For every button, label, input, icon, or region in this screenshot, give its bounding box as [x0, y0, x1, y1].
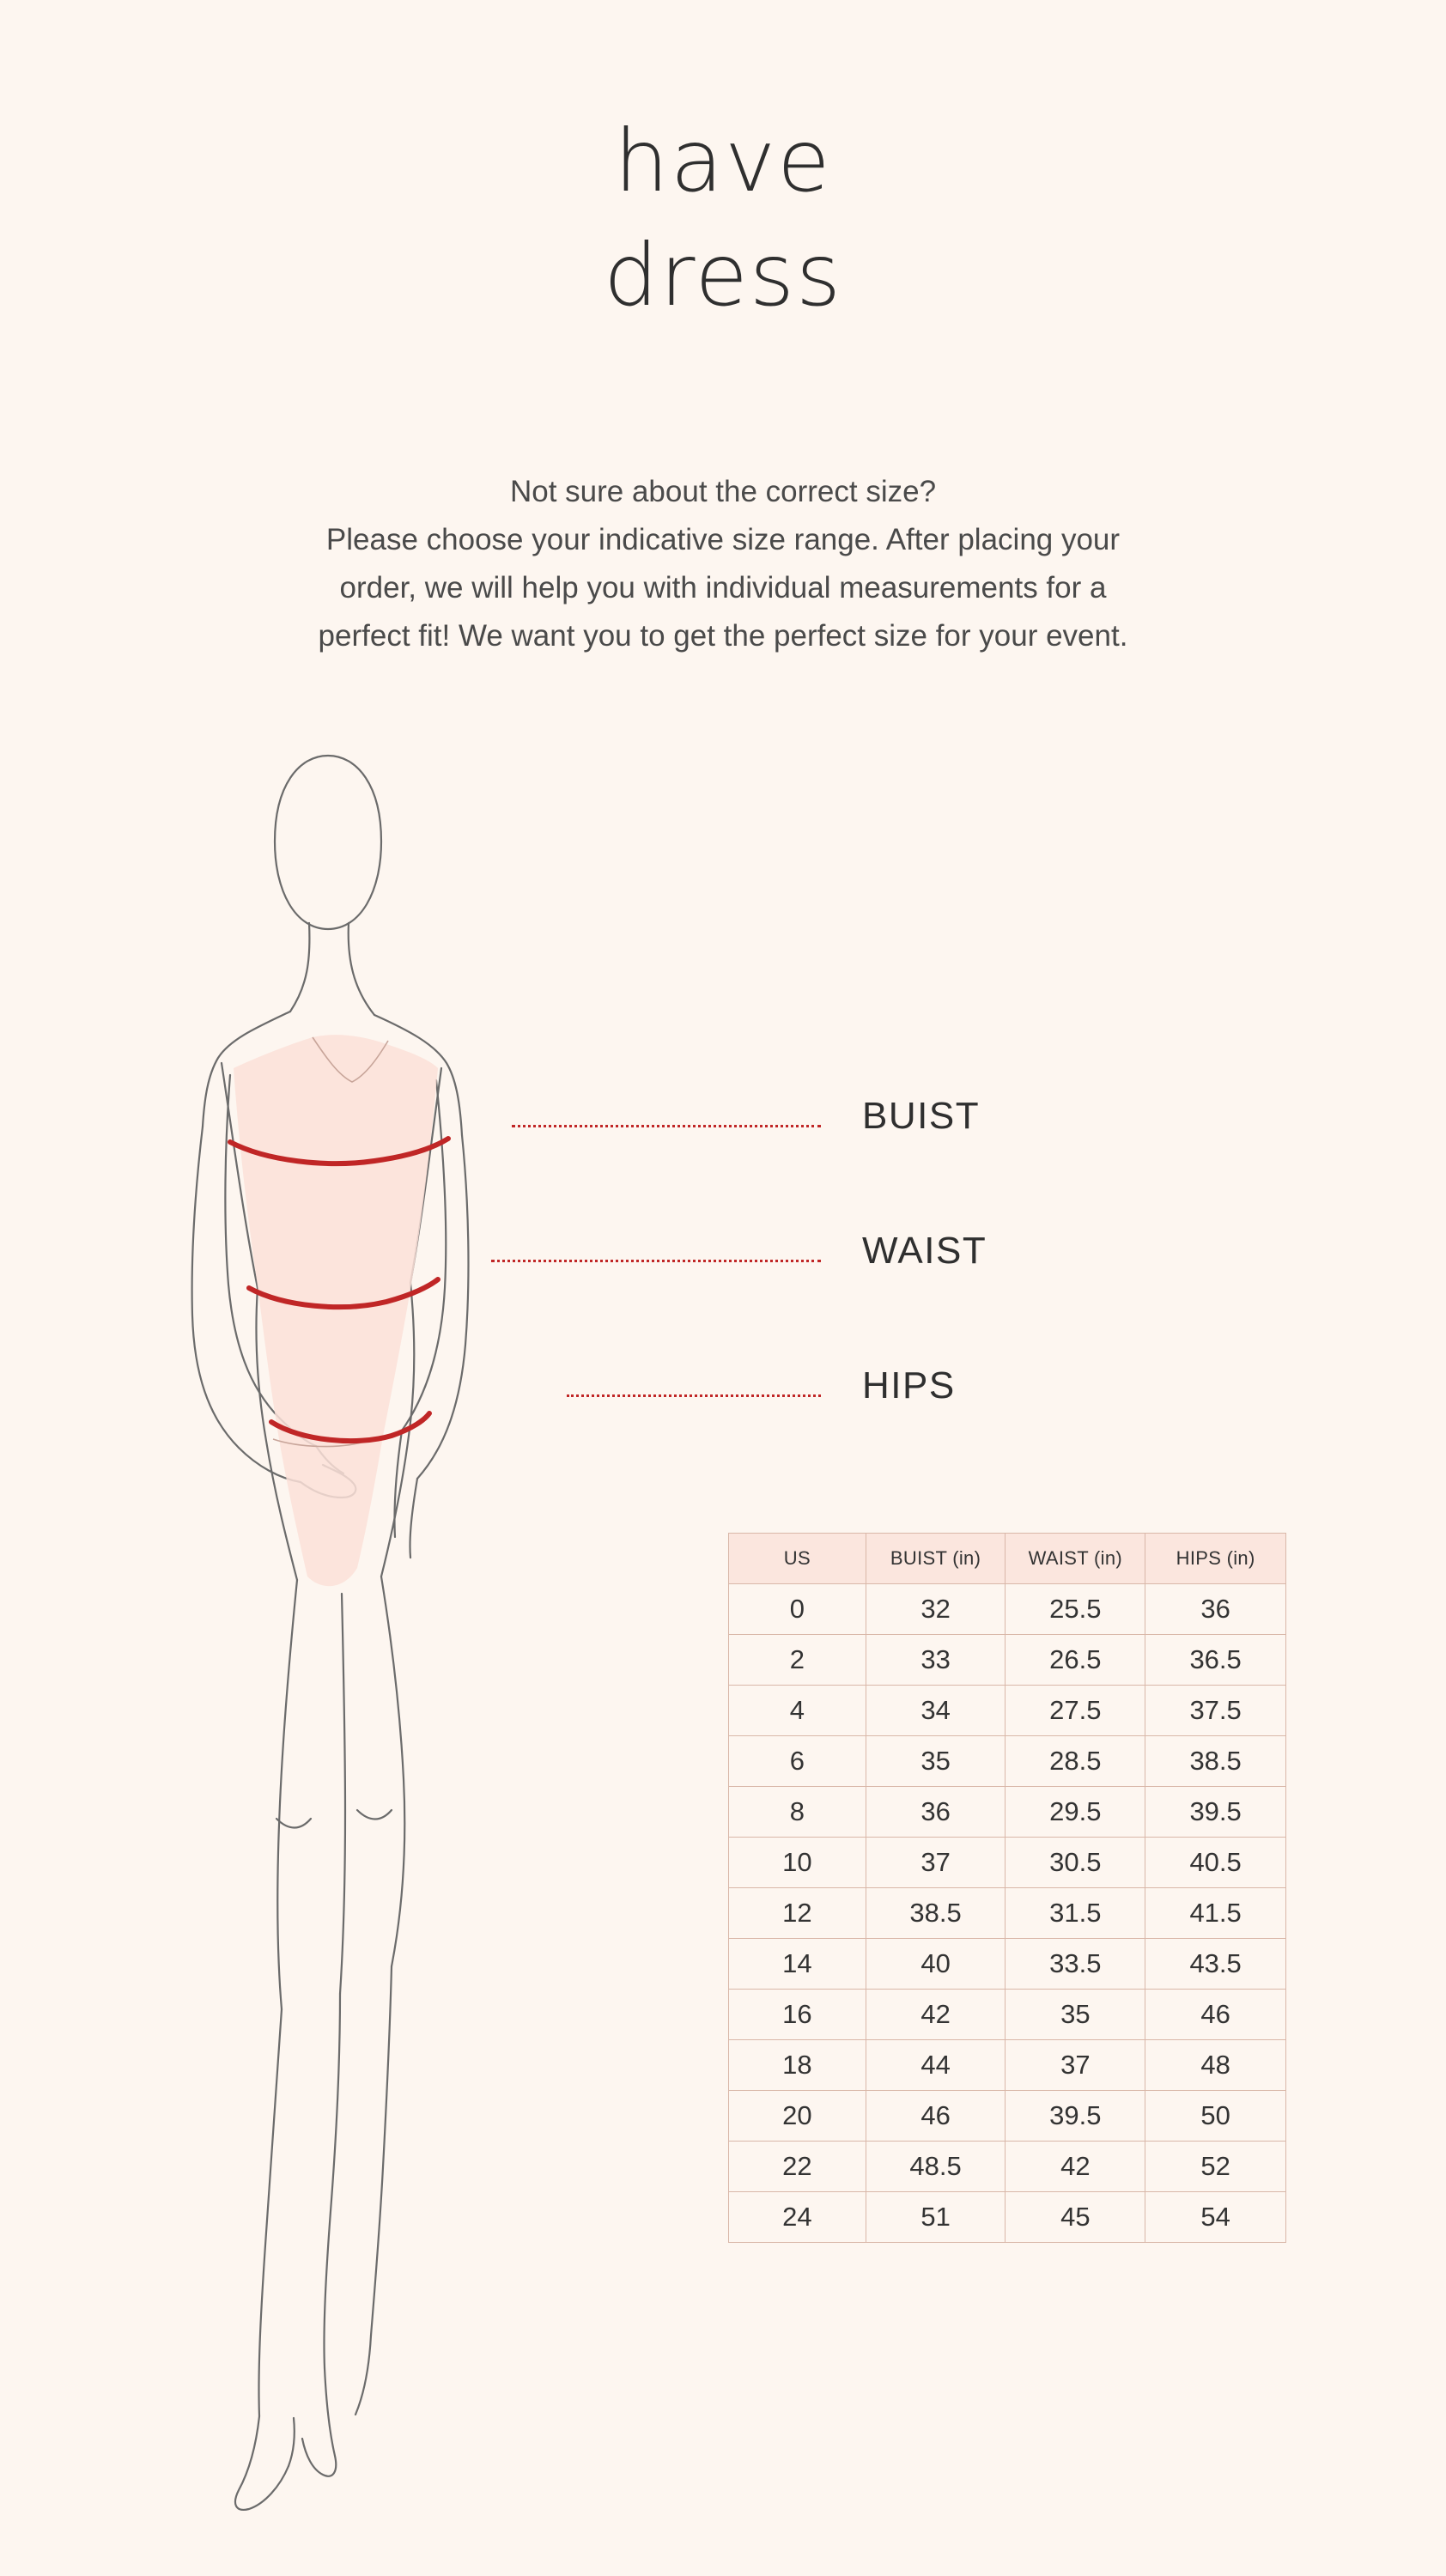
- cell-waist: 30.5: [1006, 1838, 1145, 1888]
- cell-hips: 37.5: [1145, 1686, 1286, 1736]
- cell-waist: 31.5: [1006, 1888, 1145, 1939]
- cell-bust: 36: [866, 1787, 1006, 1838]
- cell-us: 6: [729, 1736, 866, 1787]
- cell-hips: 54: [1145, 2192, 1286, 2243]
- cell-us: 24: [729, 2192, 866, 2243]
- cell-bust: 44: [866, 2040, 1006, 2091]
- table-row: [729, 1584, 1286, 1635]
- size-chart-table: [728, 1533, 1286, 2243]
- cell-waist: 25.5: [1006, 1584, 1145, 1635]
- cell-waist: 26.5: [1006, 1635, 1145, 1686]
- table-row: [729, 2040, 1286, 2091]
- cell-us: 14: [729, 1939, 866, 1990]
- cell-hips: 40.5: [1145, 1838, 1286, 1888]
- intro-line-2: Please choose your indicative size range. After placing your: [325, 523, 1121, 556]
- header-us: US: [729, 1534, 866, 1584]
- cell-bust: 37: [866, 1838, 1006, 1888]
- table-row: [729, 1736, 1286, 1787]
- cell-bust: 42: [866, 1990, 1006, 2040]
- intro-line-4: perfect fit! We want you to get the perfect size for your event.: [318, 619, 1128, 653]
- cell-waist: 39.5: [1006, 2091, 1145, 2142]
- cell-us: 4: [729, 1686, 866, 1736]
- cell-us: 16: [729, 1990, 866, 2040]
- cell-bust: 35: [866, 1736, 1006, 1787]
- cell-bust: 34: [866, 1686, 1006, 1736]
- cell-bust: 32: [866, 1584, 1006, 1635]
- cell-hips: 52: [1145, 2142, 1286, 2192]
- cell-bust: 51: [866, 2192, 1006, 2243]
- table-row: [729, 1838, 1286, 1888]
- cell-waist: 37: [1006, 2040, 1145, 2091]
- table-row: [729, 2142, 1286, 2192]
- cell-us: 22: [729, 2142, 866, 2192]
- intro-paragraph: [120, 468, 1326, 660]
- cell-waist: 45: [1006, 2192, 1145, 2243]
- leader-line-waist: [491, 1260, 821, 1262]
- cell-hips: 36.5: [1145, 1635, 1286, 1686]
- cell-bust: 33: [866, 1635, 1006, 1686]
- cell-waist: 27.5: [1006, 1686, 1145, 1736]
- table-row: [729, 2192, 1286, 2243]
- callout-bust-label: BUIST: [862, 1095, 981, 1137]
- cell-hips: 46: [1145, 1990, 1286, 2040]
- brand-title: [0, 112, 1446, 325]
- header-hips: HIPS (in): [1145, 1534, 1286, 1584]
- callout-hips-label: HIPS: [862, 1364, 956, 1406]
- body-figure-illustration: [129, 738, 610, 2524]
- header-bust: BUIST (in): [866, 1534, 1006, 1584]
- cell-waist: 35: [1006, 1990, 1145, 2040]
- table-row: [729, 1686, 1286, 1736]
- table-row: [729, 1990, 1286, 2040]
- cell-waist: 28.5: [1006, 1736, 1145, 1787]
- intro-line-1: Not sure about the correct size?: [509, 475, 937, 508]
- cell-hips: 50: [1145, 2091, 1286, 2142]
- cell-hips: 39.5: [1145, 1787, 1286, 1838]
- cell-bust: 46: [866, 2091, 1006, 2142]
- leader-line-hips: [567, 1394, 821, 1397]
- cell-us: 10: [729, 1838, 866, 1888]
- cell-waist: 42: [1006, 2142, 1145, 2192]
- table-body: [729, 1584, 1286, 2243]
- leader-line-bust: [512, 1125, 821, 1127]
- cell-us: 0: [729, 1584, 866, 1635]
- table-row: [729, 2091, 1286, 2142]
- cell-waist: 33.5: [1006, 1939, 1145, 1990]
- cell-bust: 38.5: [866, 1888, 1006, 1939]
- cell-us: 2: [729, 1635, 866, 1686]
- cell-hips: 43.5: [1145, 1939, 1286, 1990]
- cell-hips: 38.5: [1145, 1736, 1286, 1787]
- intro-line-3: order, we will help you with individual measurements for a: [339, 571, 1107, 605]
- cell-waist: 29.5: [1006, 1787, 1145, 1838]
- callout-waist-label: WAIST: [862, 1230, 987, 1272]
- cell-bust: 48.5: [866, 2142, 1006, 2192]
- table-header-row: [729, 1534, 1286, 1584]
- cell-hips: 36: [1145, 1584, 1286, 1635]
- table-row: [729, 1939, 1286, 1990]
- brand-line-2: dress: [603, 225, 843, 325]
- cell-us: 8: [729, 1787, 866, 1838]
- cell-us: 12: [729, 1888, 866, 1939]
- table-row: [729, 1888, 1286, 1939]
- cell-hips: 48: [1145, 2040, 1286, 2091]
- table-row: [729, 1635, 1286, 1686]
- table-row: [729, 1787, 1286, 1838]
- cell-us: 18: [729, 2040, 866, 2091]
- brand-line-1: have: [614, 111, 832, 211]
- cell-hips: 41.5: [1145, 1888, 1286, 1939]
- cell-us: 20: [729, 2091, 866, 2142]
- cell-bust: 40: [866, 1939, 1006, 1990]
- header-waist: WAIST (in): [1006, 1534, 1145, 1584]
